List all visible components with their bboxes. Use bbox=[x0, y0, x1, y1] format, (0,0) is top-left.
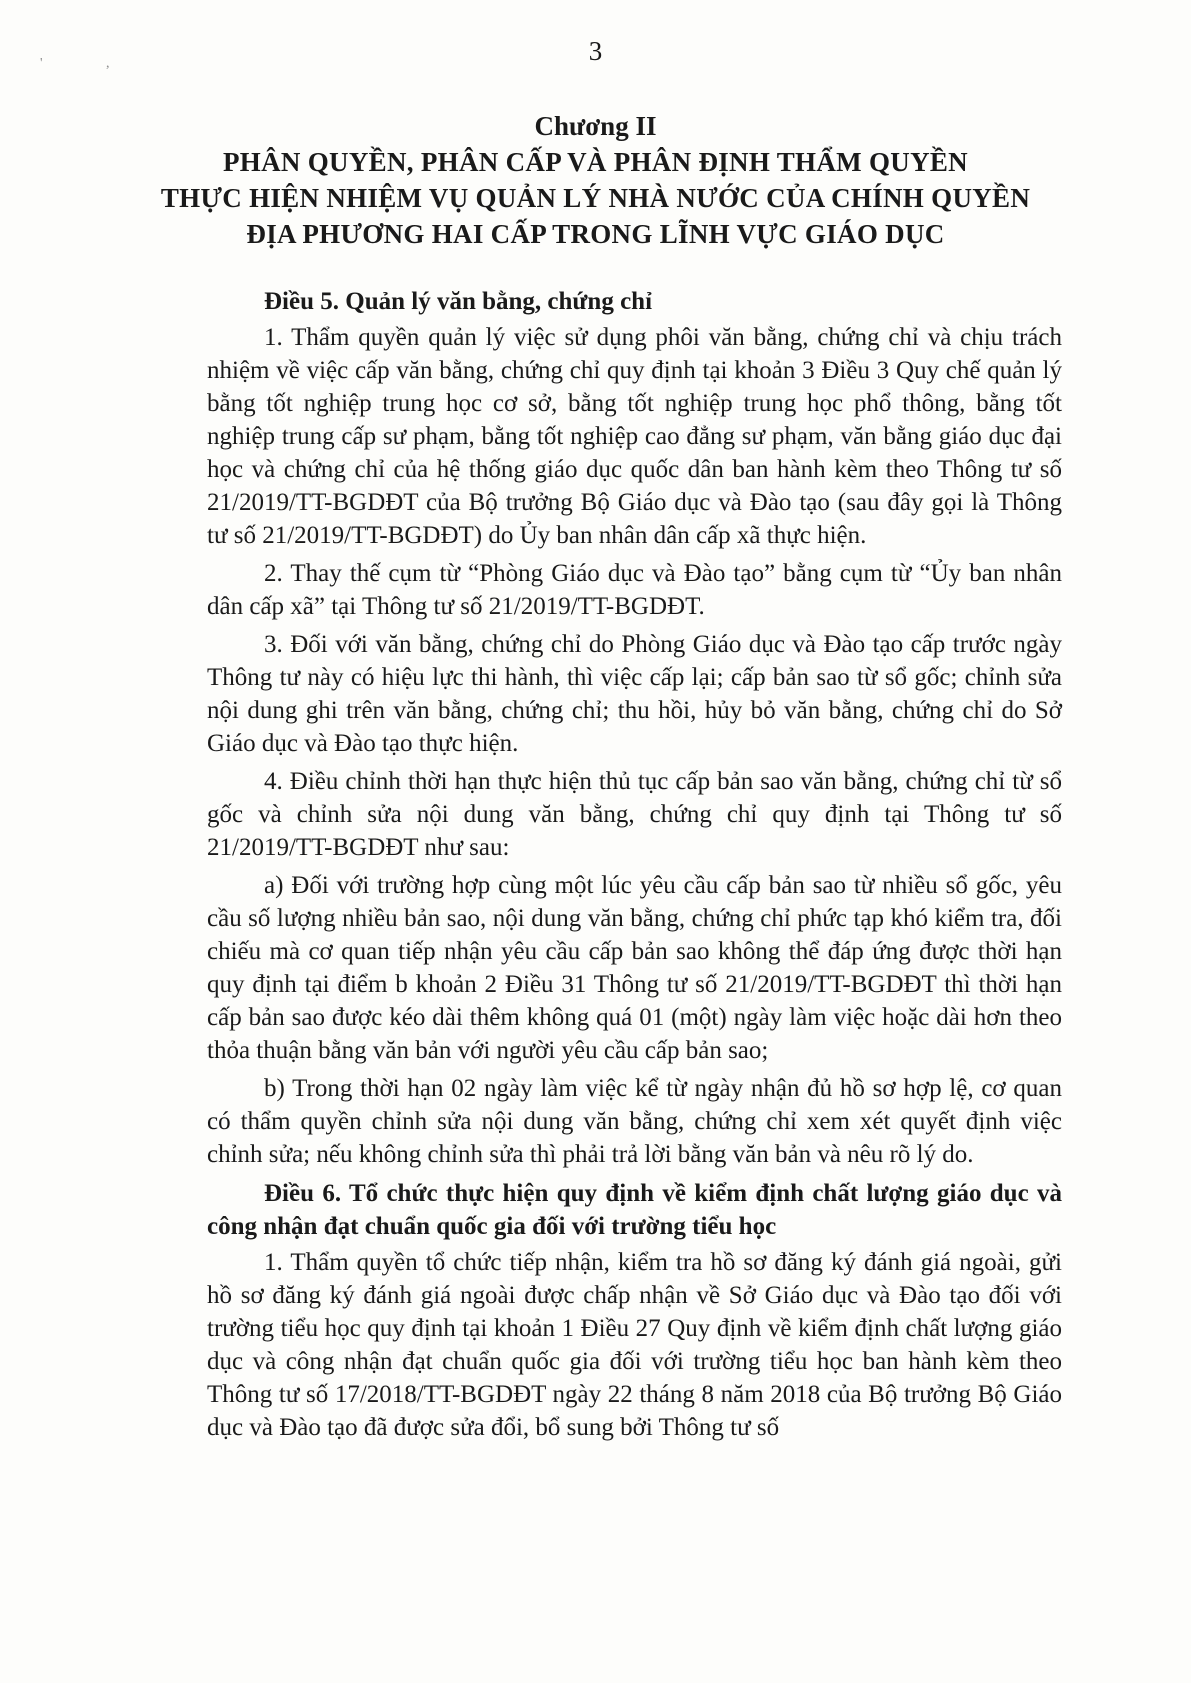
chapter-label: Chương II bbox=[534, 111, 657, 141]
scan-artifact-marks: ' , bbox=[40, 56, 140, 71]
document-body bbox=[207, 285, 1062, 1449]
chapter-title-line-1: PHÂN QUYỀN, PHÂN CẤP VÀ PHÂN ĐỊNH THẨM QUYỀN bbox=[223, 147, 968, 177]
article-5-clause-1: 1. Thẩm quyền quản lý việc sử dụng phôi văn bằng, chứng chỉ và chịu trách nhiệm về việc cấp văn bằng, chứng chỉ quy định tại khoản 3 Điều 3 Quy chế quản lý bằng tốt nghiệp trung học cơ sở, bằng tốt nghiệp trung học phổ thông, bằng tốt nghiệp trung cấp sư phạm, bằng tốt nghiệp cao đẳng sư phạm, văn bằng giáo dục đại học và chứng chỉ của hệ thống giáo dục quốc dân ban hành kèm theo Thông tư số 21/2019/TT-BGDĐT của Bộ trưởng Bộ Giáo dục và Đào tạo (sau đây gọi là Thông tư số 21/2019/TT-BGDĐT) do Ủy ban nhân dân cấp xã thực hiện. bbox=[207, 324, 1062, 549]
article-5-clause-4b: b) Trong thời hạn 02 ngày làm việc kể từ ngày nhận đủ hồ sơ hợp lệ, cơ quan có thẩm quyền chỉnh sửa nội dung văn bằng, chứng chỉ xem xét quyết định việc chỉnh sửa; nếu không chỉnh sửa thì phải trả lời bằng văn bản và nêu rõ lý do. bbox=[207, 1075, 1062, 1168]
article-6-title: Điều 6. Tổ chức thực hiện quy định về kiểm định chất lượng giáo dục và công nhận đạt chuẩn quốc gia đối với trường tiểu học bbox=[207, 1180, 1062, 1240]
article-5-clause-3: 3. Đối với văn bằng, chứng chỉ do Phòng Giáo dục và Đào tạo cấp trước ngày Thông tư này có hiệu lực thi hành, thì việc cấp lại; cấp bản sao từ sổ gốc; chỉnh sửa nội dung ghi trên văn bằng, chứng chỉ; thu hồi, hủy bỏ văn bằng, chứng chỉ do Sở Giáo dục và Đào tạo thực hiện. bbox=[207, 631, 1062, 757]
chapter-heading bbox=[150, 108, 1041, 252]
article-5-clause-4: 4. Điều chỉnh thời hạn thực hiện thủ tục cấp bản sao văn bằng, chứng chỉ từ sổ gốc và chỉnh sửa nội dung văn bằng, chứng chỉ quy định tại Thông tư số 21/2019/TT-BGDĐT như sau: bbox=[207, 768, 1062, 861]
page-number: 3 bbox=[588, 36, 603, 66]
article-5-clause-4a: a) Đối với trường hợp cùng một lúc yêu cầu cấp bản sao từ nhiều sổ gốc, yêu cầu số lượng nhiều bản sao, nội dung văn bằng, chứng chỉ phức tạp khó kiểm tra, đối chiếu mà cơ quan tiếp nhận yêu cầu cấp bản sao không thể đáp ứng được thời hạn quy định tại điểm b khoản 2 Điều 31 Thông tư số 21/2019/TT-BGDĐT thì thời hạn cấp bản sao được kéo dài thêm không quá 01 (một) ngày làm việc hoặc dài hơn theo thỏa thuận bằng văn bản với người yêu cầu cấp bản sao; bbox=[207, 872, 1062, 1064]
chapter-title-line-2: THỰC HIỆN NHIỆM VỤ QUẢN LÝ NHÀ NƯỚC CỦA CHÍNH QUYỀN bbox=[160, 183, 1031, 213]
article-6-clause-1: 1. Thẩm quyền tổ chức tiếp nhận, kiểm tra hồ sơ đăng ký đánh giá ngoài, gửi hồ sơ đăng ký đánh giá ngoài được chấp nhận về Sở Giáo dục và Đào tạo đối với trường tiểu học quy định tại khoản 1 Điều 27 Quy định về kiểm định chất lượng giáo dục và công nhận đạt chuẩn quốc gia đối với trường tiểu học ban hành kèm theo Thông tư số 17/2018/TT-BGDĐT ngày 22 tháng 8 năm 2018 của Bộ trưởng Bộ Giáo dục và Đào tạo đã được sửa đổi, bổ sung bởi Thông tư số bbox=[207, 1249, 1062, 1441]
article-5-title: Điều 5. Quản lý văn bằng, chứng chỉ bbox=[264, 288, 653, 315]
chapter-title-line-3: ĐỊA PHƯƠNG HAI CẤP TRONG LĨNH VỰC GIÁO DỤC bbox=[246, 219, 945, 249]
article-5-clause-2: 2. Thay thế cụm từ “Phòng Giáo dục và Đào tạo” bằng cụm từ “Ủy ban nhân dân cấp xã” tại Thông tư số 21/2019/TT-BGDĐT. bbox=[207, 560, 1062, 620]
